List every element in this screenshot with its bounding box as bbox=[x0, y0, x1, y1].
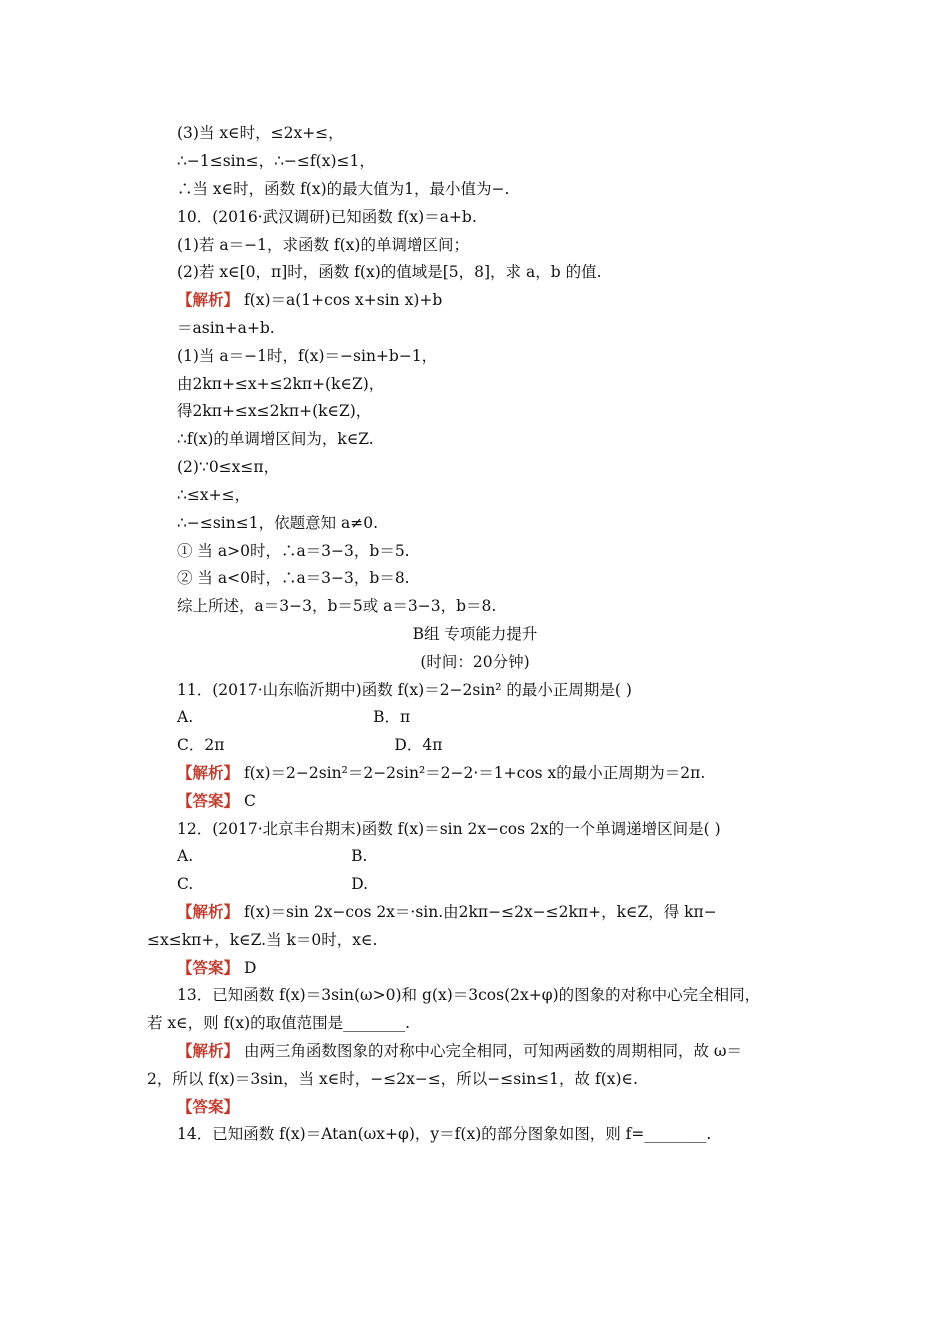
text-line: 得2kπ+≤x≤2kπ+(k∈Z)， bbox=[177, 402, 372, 420]
analysis-line bbox=[177, 290, 442, 310]
option-c: C．2π bbox=[177, 736, 225, 754]
question-11-options-cd bbox=[177, 735, 442, 755]
question-11-stem: 11．(2017·山东临沂期中)函数 f(x)＝2−2sin² 的最小正周期是( ) bbox=[177, 681, 632, 699]
question-12-stem: 12．(2017·北京丰台期末)函数 f(x)＝sin 2x−cos 2x的一个单调递增区间是( ) bbox=[177, 820, 721, 838]
analysis-text: f(x)＝a(1+cos x+sin x)+b bbox=[239, 291, 443, 309]
analysis-tag: 【解析】 bbox=[177, 290, 240, 309]
text-line: ∴≤x+≤， bbox=[177, 486, 251, 504]
analysis-tag: 【解析】 bbox=[177, 1041, 240, 1060]
text-line: ∴f(x)的单调增区间为，k∈Z. bbox=[177, 430, 374, 448]
answer-tag: 【答案】 bbox=[177, 791, 240, 810]
answer-line bbox=[177, 1097, 239, 1117]
question-10-stem: 10．(2016·武汉调研)已知函数 f(x)＝a+b. bbox=[177, 208, 477, 226]
question-13-stem: 13．已知函数 f(x)＝3sin(ω>0)和 g(x)＝3cos(2x+φ)的图象的对称中心完全相同， bbox=[177, 986, 761, 1004]
text-line: ∴当 x∈时，函数 f(x)的最大值为1，最小值为−. bbox=[177, 180, 510, 198]
text-line: 由2kπ+≤x+≤2kπ+(k∈Z)， bbox=[177, 375, 385, 393]
answer-text: C bbox=[239, 792, 256, 810]
answer-tag: 【答案】 bbox=[177, 1097, 240, 1116]
section-time: (时间：20分钟) bbox=[420, 653, 530, 671]
option-d: D. bbox=[351, 875, 369, 893]
analysis-text: f(x)＝sin 2x−cos 2x＝·sin.由2kπ−≤2x−≤2kπ+，k∈Z，得 kπ− bbox=[239, 903, 717, 921]
analysis-text: f(x)＝2−2sin²＝2−2sin²＝2−2·＝1+cos x的最小正周期为＝2π. bbox=[239, 764, 706, 782]
answer-text: D bbox=[239, 959, 257, 977]
text-line: 综上所述，a＝3−3，b＝5或 a＝3−3，b＝8. bbox=[177, 597, 497, 615]
text-line: ② 当 a<0时，∴a＝3−3，b＝8. bbox=[177, 569, 410, 587]
answer-line bbox=[177, 958, 256, 978]
option-a: A. bbox=[177, 708, 194, 726]
analysis-continuation: 2，所以 f(x)＝3sin，当 x∈时，−≤2x−≤，所以−≤sin≤1，故 f(x)∈. bbox=[147, 1070, 638, 1088]
option-b: B. bbox=[351, 847, 368, 865]
option-a: A. bbox=[177, 847, 194, 865]
text-line: (2)∵0≤x≤π， bbox=[177, 458, 280, 476]
text-line: ＝asin+a+b. bbox=[177, 319, 275, 337]
question-11-options-ab bbox=[177, 707, 410, 727]
option-b: B．π bbox=[373, 708, 411, 726]
section-title: B组 专项能力提升 bbox=[412, 625, 538, 643]
text-line: (2)若 x∈[0，π]时，函数 f(x)的值域是[5，8]，求 a，b 的值. bbox=[177, 263, 602, 281]
option-d: D．4π bbox=[394, 736, 443, 754]
analysis-line bbox=[177, 1041, 742, 1061]
question-12-options-cd bbox=[177, 874, 368, 894]
question-12-options-ab bbox=[177, 846, 367, 866]
question-14-stem: 14．已知函数 f(x)＝Atan(ωx+φ)，y＝f(x)的部分图象如图，则 f=________. bbox=[177, 1125, 712, 1143]
analysis-tag: 【解析】 bbox=[177, 902, 240, 921]
text-line: ∴−1≤sin≤，∴−≤f(x)≤1， bbox=[177, 152, 375, 170]
option-c: C. bbox=[177, 875, 194, 893]
analysis-tag: 【解析】 bbox=[177, 763, 240, 782]
answer-tag: 【答案】 bbox=[177, 958, 240, 977]
analysis-line bbox=[177, 902, 717, 922]
answer-line bbox=[177, 791, 256, 811]
question-13-stem-continuation: 若 x∈，则 f(x)的取值范围是________. bbox=[147, 1014, 411, 1032]
text-line: ∴−≤sin≤1，依题意知 a≠0. bbox=[177, 514, 379, 532]
analysis-line bbox=[177, 763, 705, 783]
analysis-continuation: ≤x≤kπ+，k∈Z.当 k＝0时，x∈. bbox=[147, 931, 378, 949]
text-line: ① 当 a>0时，∴a＝3−3，b＝5. bbox=[177, 542, 410, 560]
analysis-text: 由两三角函数图象的对称中心完全相同，可知两函数的周期相同，故 ω＝ bbox=[239, 1042, 743, 1060]
text-line: (1)当 a＝−1时，f(x)＝−sin+b−1， bbox=[177, 347, 438, 365]
text-line: (1)若 a＝−1，求函数 f(x)的单调增区间； bbox=[177, 236, 469, 254]
text-line: (3)当 x∈时，≤2x+≤， bbox=[177, 124, 344, 142]
